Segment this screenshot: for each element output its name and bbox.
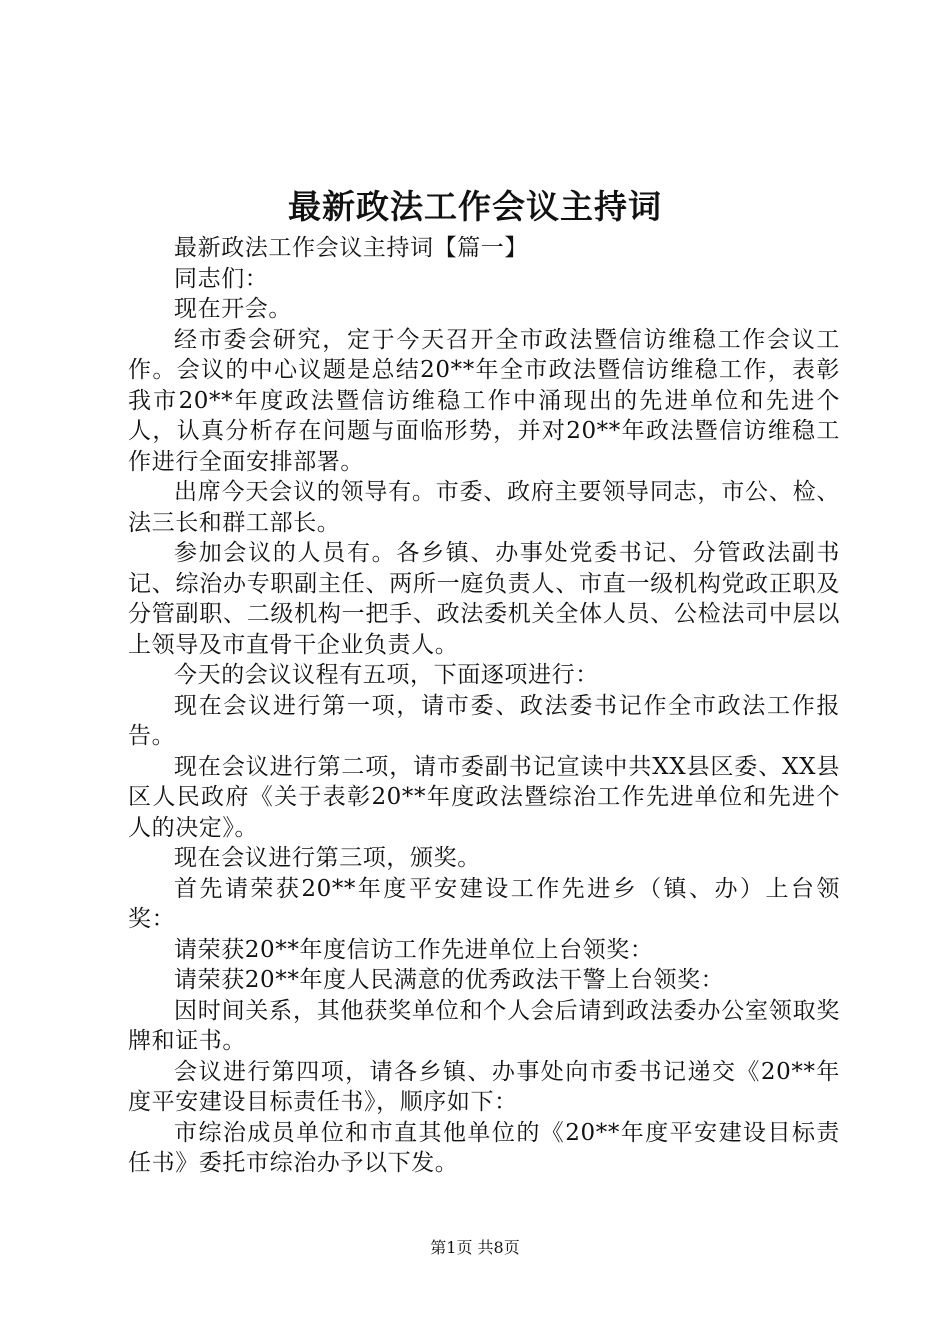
paragraph: 首先请荣获20**年度平安建设工作先进乡（镇、办）上台领奖： (128, 875, 840, 932)
paragraph: 因时间关系，其他获奖单位和个人会后请到政法委办公室领取奖牌和证书。 (128, 997, 840, 1054)
paragraph: 现在会议进行第三项，颁奖。 (174, 845, 481, 871)
paragraph: 现在会议进行第一项，请市委、政法委书记作全市政法工作报告。 (128, 692, 840, 749)
paragraph: 最新政法工作会议主持词【篇一】 (174, 235, 528, 261)
paragraph: 现在开会。 (174, 296, 292, 322)
paragraph: 请荣获20**年度信访工作先进单位上台领奖： (174, 936, 654, 963)
document-title: 最新政法工作会议主持词 (288, 187, 662, 226)
paragraph: 会议进行第四项，请各乡镇、办事处向市委书记递交《20**年度平安建设目标责任书》，顺序如下： (128, 1058, 840, 1115)
paragraph: 同志们： (174, 265, 269, 292)
paragraph: 参加会议的人员有。各乡镇、办事处党委书记、分管政法副书记、综治办专职副主任、两所一庭负责人、市直一级机构党政正职及分管副职、二级机构一把手、政法委机关全体人员、公检法司中层以上领导及市直骨干企业负责人。 (128, 540, 840, 658)
paragraph: 请荣获20**年度人民满意的优秀政法干警上台领奖： (174, 967, 725, 993)
paragraph: 出席今天会议的领导有。市委、政府主要领导同志，市公、检、法三长和群工部长。 (128, 479, 840, 536)
paragraph: 现在会议进行第二项，请市委副书记宣读中共XX县区委、XX县区人民政府《关于表彰20**年度政法暨综治工作先进单位和先进个人的决定》。 (128, 753, 840, 841)
paragraph: 市综治成员单位和市直其他单位的《20**年度平安建设目标责任书》委托市综治办予以下发。 (128, 1119, 840, 1176)
page-footer: 第1页 共8页 (430, 1238, 520, 1257)
paragraph: 今天的会议议程有五项，下面逐项进行： (174, 662, 599, 688)
document-body (128, 233, 840, 1179)
paragraph: 经市委会研究，定于今天召开全市政法暨信访维稳工作会议工作。会议的中心议题是总结20**年全市政法暨信访维稳工作，表彰我市20**年度政法暨信访维稳工作中涌现出的先进单位和先进个人，认真分析存在问题与面临形势，并对20**年政法暨信访维稳工作进行全面安排部署。 (128, 326, 840, 475)
